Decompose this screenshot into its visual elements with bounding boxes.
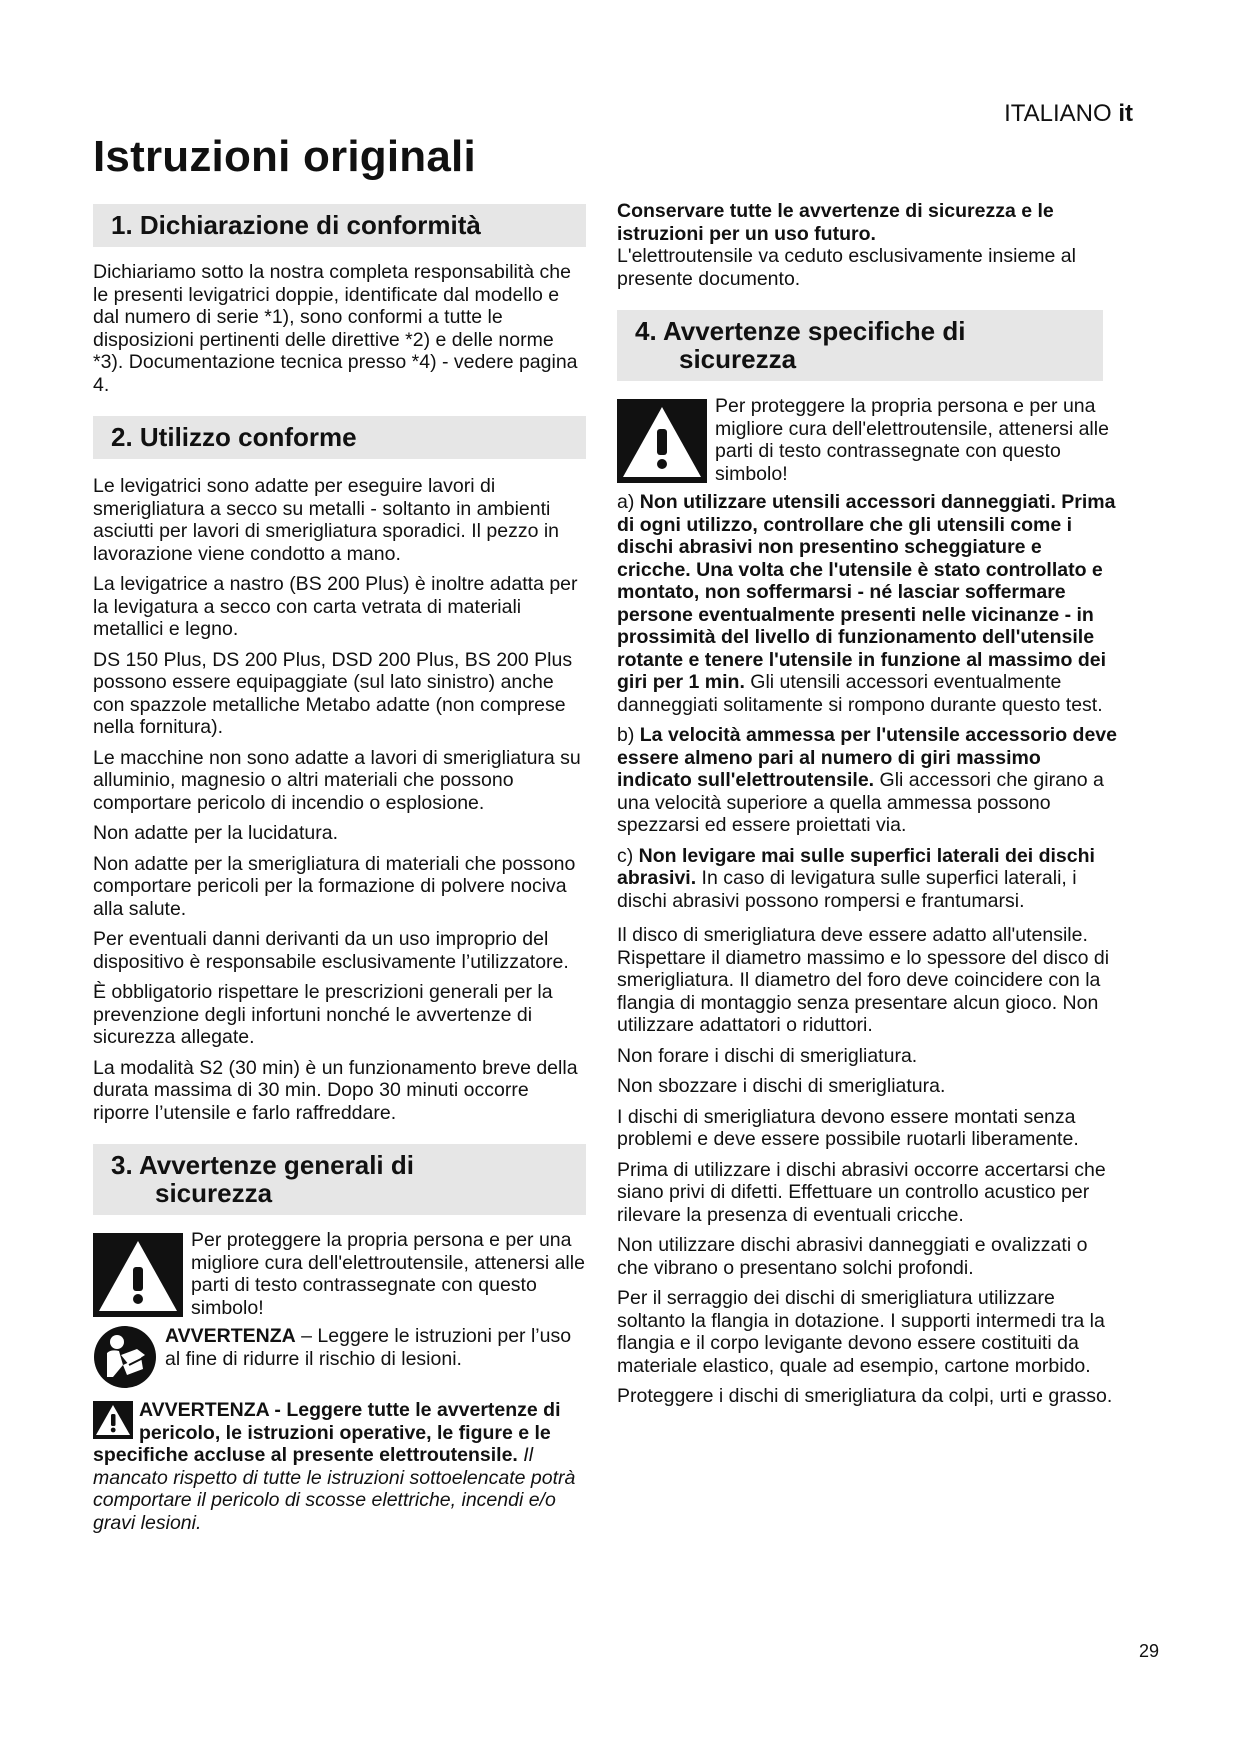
general-warning-italic: Il mancato rispetto di tutte le istruzioni sottoelencate potrà comportare il pericolo di scosse elettriche, incendi e/o gravi lesioni. [93,1444,576,1534]
section-4-heading-line1: 4. Avvertenze specifiche di [635,316,966,346]
read-manual-label: AVVERTENZA [165,1325,296,1347]
section-3-heading-line2: sicurezza [155,1178,273,1208]
section-2-paragraph: Non adatte per la lucidatura. [93,822,338,844]
section-2-paragraph: DS 150 Plus, DS 200 Plus, DSD 200 Plus, BS 200 Plus possono essere equipaggiate (sul lato sinistro) anche con spazzole metalliche Metabo adatte (non comprese nella fornitura). [93,648,573,738]
section-4-paragraph: Prima di utilizzare i dischi abrasivi occorre accertarsi che siano privi di difetti. Effettuare un controllo acustico per rilevare la presenza di eventuali cricche. [617,1158,1106,1226]
warning-triangle-icon [93,1233,183,1317]
general-warning-text [93,1399,586,1534]
section-2-paragraph: La levigatrice a nastro (BS 200 Plus) è inoltre adatta per la levigatura a secco con carta vetrata di materiali metallici e legno. [93,573,578,640]
section-2-heading: 2. Utilizzo conforme [93,416,586,459]
right-column [617,200,1117,1416]
section-4-paragraph: Proteggere i dischi di smerigliatura da colpi, urti e grasso. [617,1385,1113,1407]
warning-triangle-icon [617,399,707,483]
rule-b-bold: La velocità ammessa per l'utensile accessorio deve essere almeno pari al numero di giri massimo indicato sull'elettroutensile. [617,724,1117,791]
warning-symbol-text: Per proteggere la propria persona e per una migliore cura dell'elettroutensile, attenersi alle parti di testo contrassegnate con questo simbolo! [191,1229,585,1319]
page-number: 29 [1138,1641,1159,1661]
warning-symbol-text: Per proteggere la propria persona e per una migliore cura dell'elettroutensile, attenersi alle parti di testo contrassegnate con questo simbolo! [715,395,1109,485]
language-indicator [1004,100,1133,128]
read-manual-block [93,1325,586,1389]
section-4-paragraph: Il disco di smerigliatura deve essere adatto all'utensile. Rispettare il diametro massimo e lo spessore del disco di smerigliatura. Il diametro del foro deve coincidere con la flangia di montaggio senza presentare alcun gioco. Non utilizzare adattatori o riduttori. [617,924,1110,1036]
section-4-heading-line2: sicurezza [679,344,797,374]
section-4-paragraph: Non forare i dischi di smerigliatura. [617,1044,918,1067]
general-warning-block [93,1399,586,1534]
rule-a-bold: Non utilizzare utensili accessori danneggiati. Prima di ogni utilizzo, controllare che gli utensili come i dischi abrasivi non presentino scheggiature e cricche. Una volta che l'utensile è stato controllato e montato, non soffermarsi - né lasciar soffermare persone eventualmente presenti nelle vicinanze - in prossimità del livello di funzionamento dell'utensile rotante e tenere l'utensile in funzione al massimo dei giri per 1 min. [617,491,1116,693]
warning-symbol-block-2 [617,395,1117,485]
left-column [93,204,586,1534]
read-manual-icon [93,1325,157,1389]
section-2-paragraph: Non adatte per la smerigliatura di materiali che possono comportare pericoli per la formazione di polvere nociva alla salute. [93,852,576,920]
keep-instructions-bold: Conservare tutte le avvertenze di sicurezza e le istruzioni per un uso futuro. [617,200,1054,245]
section-4-heading [617,310,1103,381]
section-3-heading [93,1144,586,1215]
rule-a-text: Gli utensili accessori eventualmente danneggiati solitamente si rompono durante questo test. [617,671,1103,716]
language-name: ITALIANO [1004,100,1112,127]
rule-b [617,724,1117,837]
rule-a-prefix: a) [617,491,640,513]
section-1-body: Dichiariamo sotto la nostra completa responsabilità che le presenti levigatrici doppie, identificate dal modello e dal numero di serie *1), sono conformi a tutte le disposizioni pertinenti delle direttive *2) e delle norme *3). Documentazione tecnica presso *4) - vedere pagina 4. [93,261,578,396]
rule-a [617,491,1117,716]
section-3-heading-line1: 3. Avvertenze generali di [111,1150,414,1180]
rule-c-bold: Non levigare mai sulle superfici laterali dei dischi abrasivi. [617,844,1095,889]
section-4-paragraph: Per il serraggio dei dischi di smerigliatura utilizzare soltanto la flangia in dotazione. I supporti intermedi tra la flangia e il corpo levigante devono essere costituiti da materiale elastico, quale ad esempio, cartone morbido. [617,1287,1105,1377]
language-code: it [1118,100,1133,127]
rule-b-text: Gli accessori che girano a una velocità superiore a quella ammessa possono spezzarsi ed essere proiettati via. [617,769,1104,836]
section-4-paragraph: Non utilizzare dischi abrasivi danneggiati e ovalizzati o che vibrano o presentano solchi profondi. [617,1234,1088,1279]
warning-triangle-small-icon [93,1401,133,1439]
section-2-paragraph: Le levigatrici sono adatte per eseguire lavori di smerigliatura a secco su metalli - soltanto in ambienti asciutti per lavori di smerigliatura sporadici. Il pezzo in lavorazione viene condotto a mano. [93,475,560,565]
section-4-paragraph: Non sbozzare i dischi di smerigliatura. [617,1075,946,1097]
rule-b-prefix: b) [617,724,640,746]
section-2-paragraph: Le macchine non sono adatte a lavori di smerigliatura su alluminio, magnesio o altri materiali che possono comportare pericolo di incendio o esplosione. [93,746,581,814]
section-4-paragraph: I dischi di smerigliatura devono essere montati senza problemi e deve essere possibile ruotarli liberamente. [617,1105,1079,1150]
general-warning-bold: AVVERTENZA - Leggere tutte le avvertenze di pericolo, le istruzioni operative, le figure e le specifiche accluse al presente elettroutensile. [93,1399,561,1466]
rule-c-prefix: c) [617,844,639,867]
read-manual-description: – Leggere le istruzioni per l’uso al fine di ridurre il rischio di lesioni. [165,1325,572,1370]
section-1-heading: 1. Dichiarazione di conformità [93,204,586,247]
section-2-paragraph: È obbligatorio rispettare le prescrizioni generali per la prevenzione degli infortuni nonché le avvertenze di sicurezza allegate. [93,981,553,1048]
rule-c [617,845,1117,913]
warning-symbol-block [93,1229,586,1319]
rule-c-text: In caso di levigatura sulle superfici laterali, i dischi abrasivi possono rompersi e frantumarsi. [617,867,1077,912]
keep-instructions-text: L'elettroutensile va ceduto esclusivamente insieme al presente documento. [617,245,1076,290]
read-manual-text [165,1325,586,1370]
page-title: Istruzioni originali [93,132,476,181]
section-2-paragraph: La modalità S2 (30 min) è un funzionamento breve della durata massima di 30 min. Dopo 30 minuti occorre riporre l’utensile e farlo raffreddare. [93,1056,578,1124]
section-2-paragraph: Per eventuali danni derivanti da un uso improprio del dispositivo è responsabile esclusivamente l’utilizzatore. [93,928,569,973]
